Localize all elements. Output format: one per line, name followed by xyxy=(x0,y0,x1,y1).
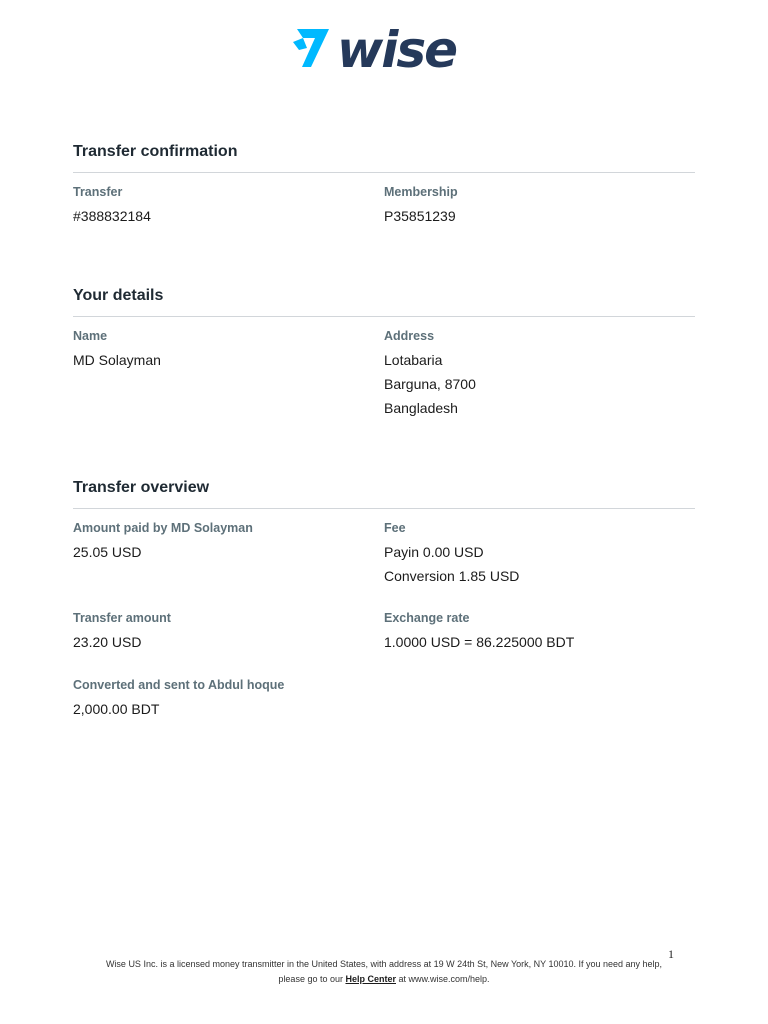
fee-field xyxy=(384,520,519,588)
membership-value: P35851239 xyxy=(384,208,456,224)
wise-logo xyxy=(293,26,475,70)
address-field xyxy=(384,328,476,420)
amount-paid-value: 25.05 USD xyxy=(73,544,142,560)
transfer-amount-label: Transfer amount xyxy=(73,611,171,625)
transfer-amount-field xyxy=(73,610,171,654)
membership-label: Membership xyxy=(384,185,458,199)
footer-disclaimer xyxy=(100,957,668,987)
address-line: Lotabaria xyxy=(384,352,443,368)
help-center-link[interactable]: Help Center xyxy=(345,974,396,984)
fee-label: Fee xyxy=(384,521,406,535)
transfer-confirmation-section xyxy=(73,140,695,173)
name-field xyxy=(73,328,161,372)
exchange-rate-field xyxy=(384,610,574,654)
footer-text: Wise US Inc. is a licensed money transmitter in the United States, with address at 19 W 24th St, New York, NY 10010. If you need any help, please go to our xyxy=(105,959,663,984)
converted-sent-value: 2,000.00 BDT xyxy=(73,701,160,717)
wise-wordmark: wise xyxy=(337,26,457,70)
fee-line: Conversion 1.85 USD xyxy=(384,568,520,584)
divider xyxy=(73,172,695,173)
exchange-rate-value: 1.0000 USD = 86.225000 BDT xyxy=(384,634,575,650)
fee-line: Payin 0.00 USD xyxy=(384,544,484,560)
section-title: Transfer overview xyxy=(73,479,210,496)
amount-paid-field xyxy=(73,520,253,564)
wise-flag-icon xyxy=(293,29,329,67)
address-label: Address xyxy=(384,329,435,343)
section-title: Transfer confirmation xyxy=(73,143,238,160)
page-number: 1 xyxy=(668,947,674,961)
converted-sent-field xyxy=(73,677,284,721)
footer-text-end: at www.wise.com/help. xyxy=(398,974,490,984)
divider xyxy=(73,508,695,509)
transfer-value: #388832184 xyxy=(73,208,151,224)
transfer-overview-section xyxy=(73,476,695,509)
divider xyxy=(73,316,695,317)
address-line: Barguna, 8700 xyxy=(384,376,476,392)
section-title: Your details xyxy=(73,287,164,304)
transfer-id-field xyxy=(73,184,151,228)
transfer-label: Transfer xyxy=(73,185,123,199)
your-details-section xyxy=(73,284,695,317)
amount-paid-label: Amount paid by MD Solayman xyxy=(73,521,253,535)
transfer-amount-value: 23.20 USD xyxy=(73,634,142,650)
name-value: MD Solayman xyxy=(73,352,161,368)
name-label: Name xyxy=(73,329,108,343)
exchange-rate-label: Exchange rate xyxy=(384,611,470,625)
converted-sent-label: Converted and sent to Abdul hoque xyxy=(73,678,285,692)
address-line: Bangladesh xyxy=(384,400,458,416)
membership-field xyxy=(384,184,458,228)
